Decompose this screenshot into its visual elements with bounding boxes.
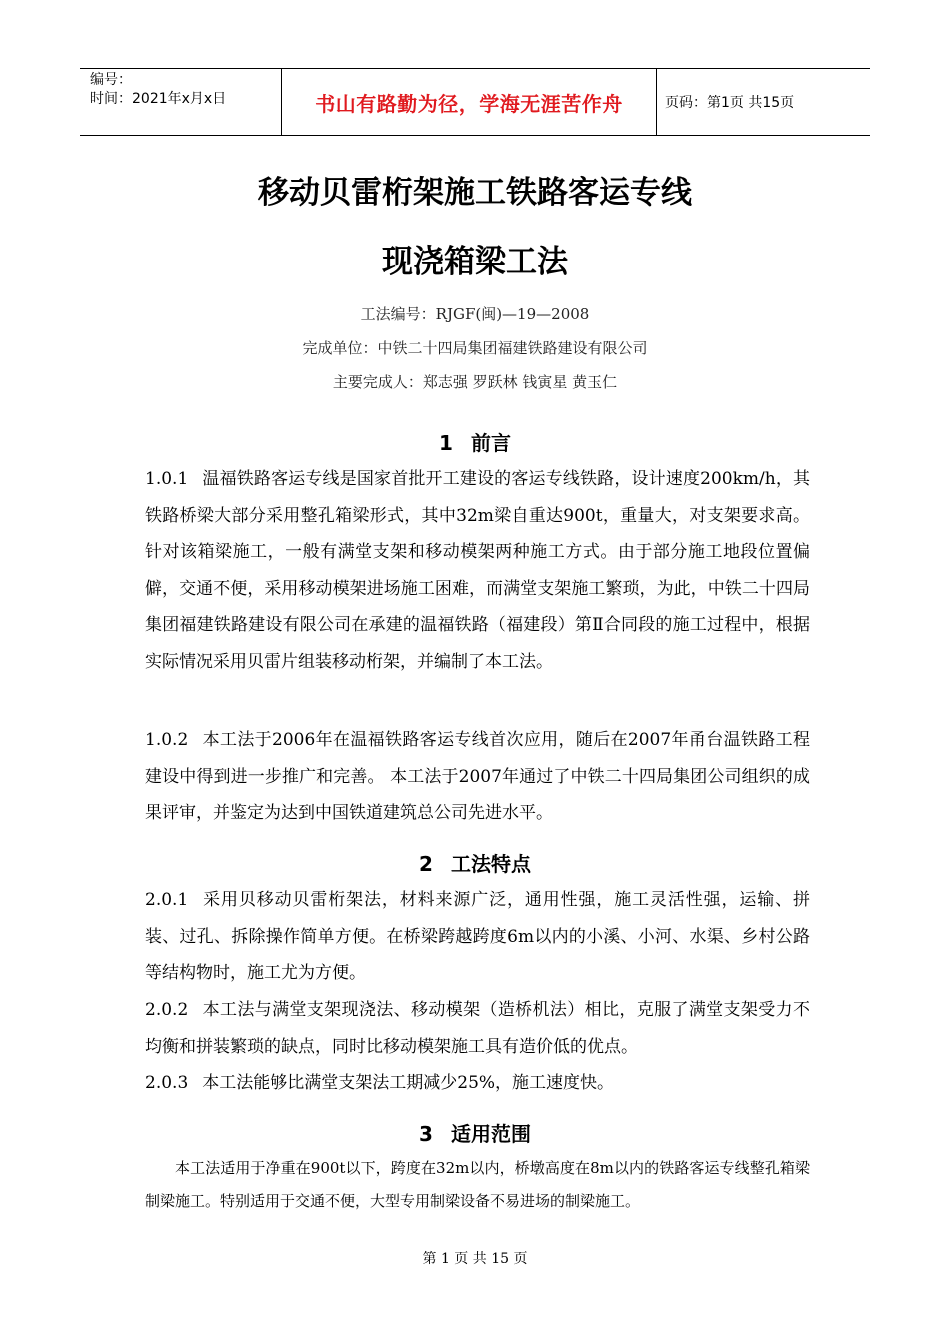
clause-number: 2.0.3	[145, 1073, 189, 1093]
clause-number: 2.0.2	[145, 1000, 189, 1020]
paragraph-2-0-1	[145, 882, 810, 992]
clause-text: 本工法能够比满堂支架法工期减少25%，施工速度快。	[202, 1073, 615, 1093]
header-motto-cell	[281, 69, 657, 135]
clause-text: 本工法与满堂支架现浇法、移动模架（造桥机法）相比，克服了满堂支架受力不均衡和拼装繁琐的缺点，同时比移动模架施工具有造价低的优点。	[145, 1000, 810, 1057]
time-label: 时间：2021年x月x日	[90, 91, 227, 107]
document-title-line1: 移动贝雷桁架施工铁路客运专线	[258, 175, 692, 211]
section-number: 2	[419, 852, 433, 876]
section-number: 3	[419, 1122, 433, 1146]
section-title: 工法特点	[450, 852, 531, 876]
page-footer: 第 1 页 共 15 页	[422, 1251, 528, 1267]
clause-text: 本工法于2006年在温福铁路客运专线首次应用，随后在2007年甬台温铁路工程建设中得到进一步推广和完善。 本工法于2007年通过了中铁二十四局集团公司组织的成果评审，并鉴定为达到中国铁道建筑总公司先进水平。	[145, 730, 810, 823]
section-title: 适用范围	[450, 1122, 531, 1146]
serial-label: 编号：	[90, 72, 132, 88]
paragraph-1-0-2	[145, 722, 810, 832]
clause-number: 1.0.2	[145, 730, 189, 750]
section-number: 1	[439, 431, 453, 455]
paragraph-1-0-1	[145, 461, 810, 680]
motto-text: 书山有路勤为径，学海无涯苦作舟	[315, 91, 623, 116]
method-code: 工法编号：RJGF(闽)—19—2008	[360, 305, 590, 323]
main-authors: 主要完成人：郑志强 罗跃林 钱寅星 黄玉仁	[332, 373, 618, 391]
document-title-line2: 现浇箱梁工法	[382, 244, 568, 280]
document-header	[80, 68, 870, 136]
paragraph-2-0-3	[145, 1065, 810, 1102]
header-page-info: 页码：第1页 共15页	[665, 95, 795, 111]
completing-unit: 完成单位：中铁二十四局集团福建铁路建设有限公司	[302, 339, 648, 357]
clause-text: 采用贝移动贝雷桁架法，材料来源广泛，通用性强，施工灵活性强，运输、拼装、过孔、拆除操作简单方便。在桥梁跨越跨度6m以内的小溪、小河、水渠、乡村公路等结构物时，施工尤为方便。	[145, 890, 810, 983]
clause-number: 2.0.1	[145, 890, 189, 910]
header-meta	[80, 69, 281, 135]
section-heading-2	[0, 848, 950, 877]
paragraph-2-0-2	[145, 992, 810, 1065]
section-heading-1	[0, 427, 950, 456]
section-heading-3	[0, 1118, 950, 1147]
clause-text: 温福铁路客运专线是国家首批开工建设的客运专线铁路，设计速度200km/h，其铁路桥梁大部分采用整孔箱梁形式，其中32m梁自重达900t，重量大，对支架要求高。针对该箱梁施工，一般有满堂支架和移动模架两种施工方式。由于部分施工地段位置偏僻，交通不便，采用移动模架进场施工困难，而满堂支架施工繁琐，为此，中铁二十四局集团福建铁路建设有限公司在承建的温福铁路（福建段）第Ⅱ合同段的施工过程中，根据实际情况采用贝雷片组装移动桁架，并编制了本工法。	[145, 469, 810, 672]
clause-number: 1.0.1	[145, 469, 189, 489]
paragraph-3: 本工法适用于净重在900t以下，跨度在32m以内，桥墩高度在8m以内的铁路客运专线整孔箱梁制梁施工。特别适用于交通不便，大型专用制梁设备不易进场的制梁施工。	[145, 1159, 810, 1210]
section-title: 前言	[470, 431, 511, 455]
